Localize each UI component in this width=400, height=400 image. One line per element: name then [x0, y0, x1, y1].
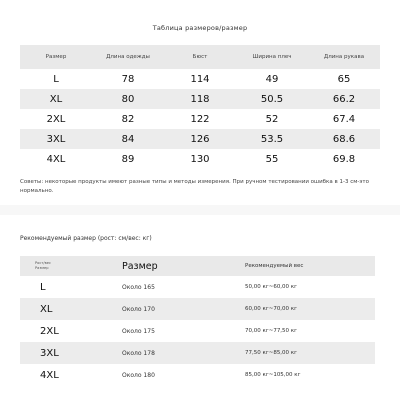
cell-weight: 70,00 кг~77,50 кг — [245, 328, 298, 334]
cell-sleeve: 69.8 — [332, 153, 356, 165]
table-row — [20, 129, 380, 149]
table-row — [20, 298, 375, 320]
cell-bust: 126 — [190, 133, 210, 145]
header-cell-length: Длина одежды — [106, 53, 150, 60]
table-row — [20, 89, 380, 109]
header-cell-size: Размер — [122, 260, 158, 272]
cell-length: 82 — [121, 113, 135, 125]
cell-size: 2XL — [46, 113, 66, 125]
cell-size: 4XL — [40, 369, 59, 381]
recommend-table-header — [20, 256, 375, 276]
cell-shoulder: 55 — [265, 153, 279, 165]
cell-height: Около 165 — [122, 283, 155, 291]
cell-sleeve: 68.6 — [332, 133, 356, 145]
size-table-title: Таблица размеров/размер — [152, 24, 248, 32]
header-cell-weight: Рекомендуемый вес — [245, 262, 304, 269]
table-row — [20, 320, 375, 342]
section-divider — [0, 205, 400, 215]
cell-height: Около 170 — [122, 305, 155, 313]
cell-shoulder: 53.5 — [260, 133, 284, 145]
cell-height: Около 180 — [122, 371, 155, 379]
cell-length: 89 — [121, 153, 135, 165]
header-cell-sleeve: Длина рукава — [323, 53, 365, 60]
table-row — [20, 109, 380, 129]
cell-sleeve: 65 — [337, 73, 351, 85]
cell-weight: 60,00 кг~70,00 кг — [245, 306, 298, 312]
cell-length: 80 — [121, 93, 135, 105]
cell-height: Около 175 — [122, 327, 155, 335]
cell-sleeve: 67.4 — [332, 113, 356, 125]
recommend-table — [20, 256, 375, 386]
cell-height: Около 178 — [122, 349, 155, 357]
cell-shoulder: 50.5 — [260, 93, 284, 105]
table-row — [20, 149, 380, 169]
cell-bust: 130 — [190, 153, 210, 165]
table-row — [20, 364, 375, 386]
cell-size: L — [40, 281, 46, 293]
cell-size: 3XL — [40, 347, 59, 359]
cell-bust: 122 — [190, 113, 210, 125]
cell-bust: 118 — [190, 93, 210, 105]
header-cell-shoulder: Ширина плеч — [252, 53, 292, 60]
table-row — [20, 342, 375, 364]
cell-weight: 77,50 кг~85,00 кг — [245, 350, 298, 356]
cell-length: 78 — [121, 73, 135, 85]
header-cell-size: Размер — [45, 53, 67, 60]
recommend-table-title: Рекомендуемый размер (рост: см/вес: кг) — [20, 235, 152, 242]
cell-size: L — [53, 73, 59, 85]
header-cell-height-weight: Рост/вес Размер — [35, 261, 51, 270]
cell-weight: 50,00 кг~60,00 кг — [245, 284, 298, 290]
size-table — [20, 45, 380, 169]
cell-size: 2XL — [40, 325, 59, 337]
cell-shoulder: 49 — [265, 73, 279, 85]
cell-size: XL — [49, 93, 63, 105]
size-table-header — [20, 45, 380, 69]
cell-sleeve: 66.2 — [332, 93, 356, 105]
cell-shoulder: 52 — [265, 113, 279, 125]
cell-size: 4XL — [46, 153, 66, 165]
cell-bust: 114 — [190, 73, 210, 85]
cell-length: 84 — [121, 133, 135, 145]
cell-weight: 85,00 кг~105,00 кг — [245, 372, 301, 378]
table-row — [20, 276, 375, 298]
table-row — [20, 69, 380, 89]
measurement-note: Советы: некоторые продукты имеют разные типы и методы измерения. При ручном тестировании ошибка в 1-3 см-это нормально. — [20, 179, 369, 194]
cell-size: 3XL — [46, 133, 66, 145]
header-cell-bust: Бюст — [192, 53, 208, 60]
cell-size: XL — [40, 303, 53, 315]
